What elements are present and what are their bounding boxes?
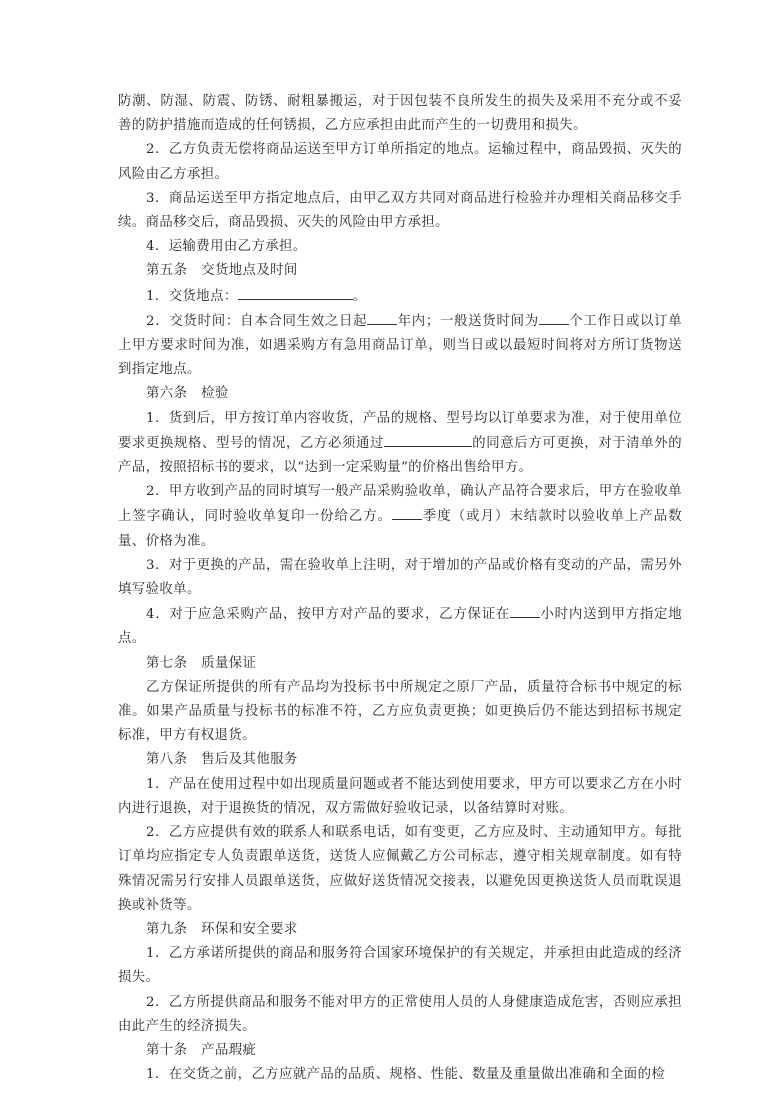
paragraph: 1．产品在使用过程中如出现质量问题或者不能达到使用要求，甲方可以要求乙方在小时内进行退换，对于退换货的情况，双方需做好验收记录，以备结算时对账。	[118, 776, 682, 816]
paragraph: 乙方保证所提供的所有产品均为投标书中所规定之原厂产品，质量符合标书中规定的标准。如果产品质量与投标书的标准不符，乙方应负责更换；如更换后仍不能达到招标书规定标准，甲方有权退货。	[118, 679, 682, 744]
fill-blank[interactable]	[510, 602, 540, 618]
paragraph	[118, 602, 682, 651]
text: 。	[352, 288, 367, 304]
paragraph	[118, 284, 682, 309]
paragraph	[118, 480, 682, 554]
paragraph: 1．乙方承诺所提供的商品和服务符合国家环境保护的有关规定，并承担由此造成的经济损失。	[118, 946, 682, 986]
section-heading: 第十条 产品瑕疵	[146, 1042, 257, 1058]
section-heading: 第五条 交货地点及时间	[146, 263, 298, 279]
fill-blank[interactable]	[384, 431, 472, 447]
text: 2．交货时间：自本合同生效之日起	[146, 313, 368, 329]
text: 个工作日或以订单上甲方要求时间为准，如遇采购方有急用商品订单，则当日或以最短时间将对方所订货物送到指定地点。	[118, 313, 683, 378]
text: 季度（或月）末结款时以验收单上产品数量、价格为准。	[118, 509, 682, 549]
paragraph	[118, 407, 682, 481]
paragraph: 3．商品运送至甲方指定地点后，由甲乙双方共同对商品进行检验并办理相关商品移交手续。商品移交后，商品毁损、灭失的风险由甲方承担。	[118, 190, 682, 231]
fill-blank[interactable]	[367, 309, 397, 325]
text: 1．交货地点：	[146, 288, 238, 304]
text: 小时内送到甲方指定地点。	[118, 607, 683, 647]
paragraph	[118, 309, 682, 383]
paragraph: 3．对于更换的产品，需在验收单上注明，对于增加的产品或价格有变动的产品，需另外填写验收单。	[118, 557, 682, 598]
text: 年内；一般送货时间为	[397, 313, 539, 329]
section-heading: 第八条 售后及其他服务	[146, 752, 298, 768]
text: 1．货到后，甲方按订单内容收货，产品的规格、型号均以订单要求为准，对于使用单位要求更换规格、型号的情况，乙方必须通过	[118, 410, 682, 451]
fill-blank[interactable]	[539, 309, 569, 325]
text: 的同意后方可更换，对于清单外的产品，按照招标书的要求，以“达到一定采购量”的价格出售给甲方。	[118, 435, 682, 476]
text: 2．甲方收到产品的同时填写一般产品采购验收单，确认产品符合要求后，甲方在验收单上签字确认，同时验收单复印一份给乙方。	[118, 484, 682, 525]
section-heading: 第七条 质量保证	[146, 655, 257, 671]
paragraph: 4．运输费用由乙方承担。	[146, 239, 307, 255]
fill-blank[interactable]	[392, 504, 422, 520]
paragraph: 2．乙方应提供有效的联系人和联系电话，如有变更，乙方应及时、主动通知甲方。每批订单均应指定专人负责跟单送货，送货人应佩戴乙方公司标志，遵守相关规章制度。如有特殊情况需另行安排人员跟单送货，应做好送货情况交接表，以避免因更换送货人员而耽误退换或补货等。	[118, 825, 682, 913]
paragraph: 2．乙方所提供商品和服务不能对甲方的正常使用人员的人身健康造成危害，否则应承担由此产生的经济损失。	[118, 994, 682, 1034]
section-heading: 第九条 环保和安全要求	[146, 921, 298, 937]
fill-blank[interactable]	[238, 284, 353, 300]
paragraph: 防潮、防湿、防震、防锈、耐粗暴搬运，对于因包装不良所发生的损失及采用不充分或不妥善的防护措施而造成的任何锈损，乙方应承担由此而产生的一切费用和损失。	[118, 94, 682, 134]
paragraph: 2．乙方负责无偿将商品运送至甲方订单所指定的地点。运输过程中，商品毁损、灭失的风险由乙方承担。	[118, 142, 682, 182]
section-heading: 第六条 检验	[146, 386, 229, 402]
text: 4．对于应急采购产品，按甲方对产品的要求，乙方保证在	[146, 607, 511, 623]
paragraph: 1．在交货之前，乙方应就产品的品质、规格、性能、数量及重量做出准确和全面的检	[146, 1067, 666, 1083]
